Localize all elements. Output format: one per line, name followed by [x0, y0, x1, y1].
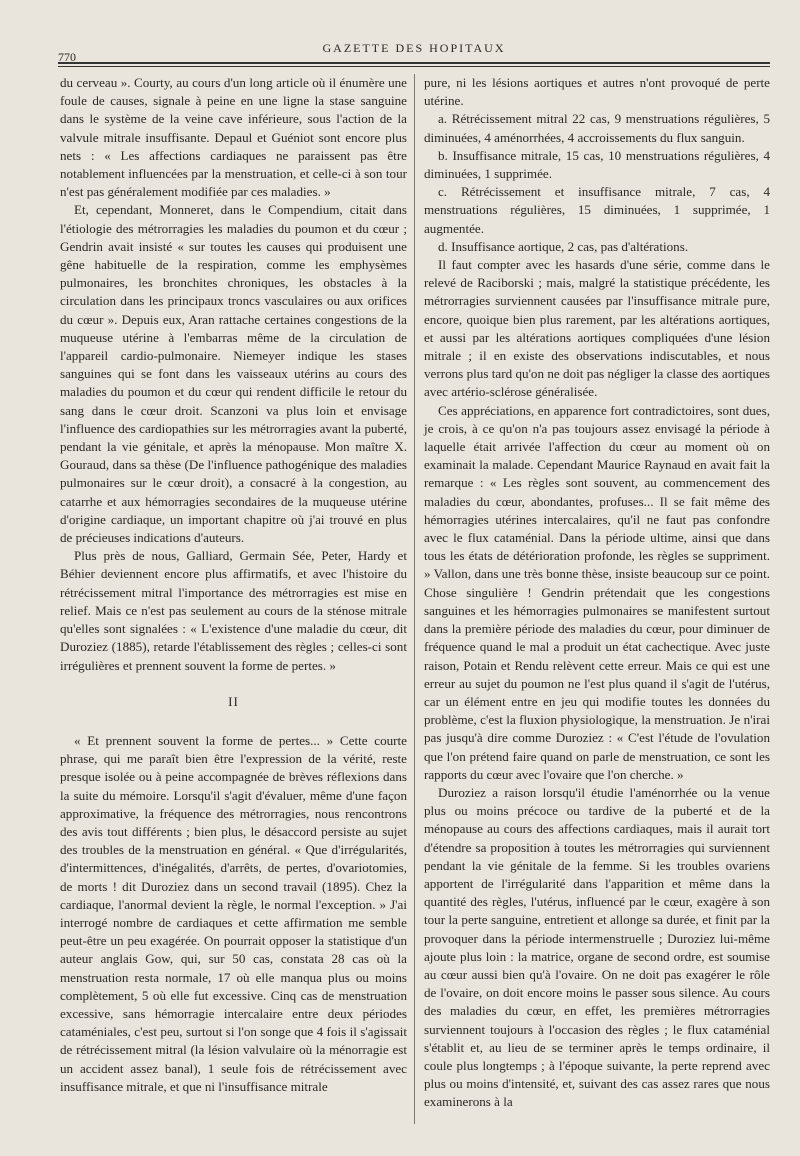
statistic-line: a. Rétrécissement mitral 22 cas, 9 menstruations régulières, 5 diminuées, 4 aménorrhées, 4 accroissements du flux sanguin.: [424, 111, 770, 145]
paragraph: pure, ni les lésions aortiques et autres n'ont provoqué de perte utérine.: [424, 75, 770, 109]
paragraph: Ces appréciations, en apparence fort contradictoires, sont dues, je crois, à ce qu'on n'a pas toujours assez envisagé la période à laquelle était arrivée l'affection du cœur au moment où on examinait la malade. Cependant Maurice Raynaud en avait fait la remarque : « Les règles sont souvent, au commencement des maladies du cœur, abondantes, profuses... Il se fait même des hémorragies utérines intercalaires, qu'il ne faut pas confondre avec le flux cataménial. Dans la période ultime, ainsi que dans tous les états de détérioration profonde, les règles se suppriment. » Vallon, dans une très bonne thèse, insiste beaucoup sur ce point. Chose singulière ! Gendrin prétendait que les congestions sanguines et les hémorragies pulmonaires se manifestent surtout dans la première période des maladies du cœur, pour diminuer de fréquence quand le mal a produit un état cachectique. Avec juste raison, Potain et Rendu relèvent cette erreur. Mais ce qui est une erreur au sujet du poumon ne l'est plus quand il s'agit de l'utérus, car un élément entre en jeu qui modifie toutes les données du problème, c'est la fluxion physiologique, la menstruation. Je n'irai pas jusqu'à dire comme Duroziez : « C'est l'étude de l'ovulation que l'on prétend faire quand on parle de menstruation, ce sont les rapports du cœur avec l'ovaire que l'on cherche. »: [424, 402, 770, 782]
paragraph: Duroziez a raison lorsqu'il étudie l'aménorrhée ou la venue plus ou moins précoce ou tardive de la puberté et de la ménopause au cours des affections cardiaques, mais il aurait tort d'étendre sa proposition à toutes les métrorragies qui surviennent pendant la vie génitale de la femme. Si les troubles ovariens apportent de l'irrégularité dans l'apparition et même dans la quantité des règles, l'utérus, influencé par le cœur, exagère à son tour la perte sanguine, entretient et allonge sa durée, et finit par la provoquer dans la période intermenstruelle ; Duroziez lui-même ajoute plus loin : la matrice, organe de second ordre, est soumise au cœur aussi bien qu'à l'ovaire. On ne doit pas exagérer le rôle de l'ovaire, on doit encore moins le passer sous silence. Au cours des maladies du cœur, en effet, les premières métrorragies surviennent toujours à l'occasion des règles ; le flux cataménial s'établit et, au lieu de se terminer après le temps ordinaire, il coule plus longtemps ; à l'époque suivante, la perte reprend avec plus ou moins d'intensité, et, suivant des cas assez rares que nous examinerons à la: [424, 784, 770, 1110]
page-header: [58, 38, 770, 64]
paragraph: « Et prennent souvent la forme de pertes... » Cette courte phrase, qui me paraît bien être l'expression de la vérité, reste presque isolée ou à peine accompagnée de brèves réflexions dans la suite du mémoire. Lorsqu'il s'agit d'évaluer, même d'une façon approximative, la fréquence des métrorragies, nous rencontrons des avis tout différents ; bien plus, le désaccord persiste au sujet des troubles de la menstruation en général. « Que d'irrégularités, d'intermittences, d'inégalités, d'arrêts, de pertes, d'ovariotomies, de morts ! dit Duroziez dans un second travail (1895). Chez la cardiaque, l'anormal devient la règle, le normal l'exception. » J'ai interrogé nombre de cardiaques et cette affirmation me semble peut-être un peu exagérée. On pourrait opposer la statistique d'un auteur anglais Gow, qui, sur 50 cas, constata 28 cas où la menstruation resta normale, 17 où elle manqua plus ou moins complètement, 5 où elle fut excessive. Cinq cas de menstruation excessive, sans hémorragie intercalaire entre deux périodes cataméniales, c'est peu, surtout si l'on songe que 4 fois il s'agissait de rétrécissement mitral (la lésion valvulaire où la ménorragie est un accident assez banal), 1 seule fois de rétrécissement avec insuffisance mitrale, et que ni l'insuffisance mitrale: [60, 732, 407, 1094]
statistic-line: b. Insuffisance mitrale, 15 cas, 10 menstruations régulières, 4 diminuées, 1 supprimée.: [424, 147, 770, 182]
paragraph: Plus près de nous, Galliard, Germain Sée, Peter, Hardy et Béhier deviennent encore plus affirmatifs, et avec l'histoire du rétrécissement mitral l'importance des métrorragies est mise en relief. Mais ce n'est pas seulement au cours de la sténose mitrale qu'elles sont signalées : « L'existence d'une maladie du cœur, dit Duroziez (1885), retarde l'établissement des règles ; celles-ci sont irrégulières et prennent souvent la forme de pertes. »: [60, 548, 407, 673]
paragraph: Et, cependant, Monneret, dans le Compendium, citait dans l'étiologie des métrorragies les maladies du poumon et du cœur ; Gendrin avait insisté « sur toutes les causes qui produisent une gêne habituelle de la respiration, comme les emphysèmes pulmonaires, les bronchites chroniques, les obstacles à la circulation dans les principaux troncs vasculaires ou aux orifices du cœur ». Depuis eux, Aran rattache certaines congestions de la muqueuse utérine à l'embarras même de la circulation de l'appareil cardio-pulmonaire. Niemeyer indique les stases sanguines qui se font dans les vaisseaux utérins au cours des maladies du poumon et du cœur qui rendent difficile le retour du sang dans le cœur droit. Scanzoni va plus loin et envisage l'influence des cardiopathies sur les métrorragies avant la puberté, pendant la vie génitale, et après la ménopause. Mon maître X. Gouraud, dans sa thèse (De l'influence pathogénique des maladies pulmonaires sur le cœur droit), a consacré à la congestion, au catarrhe et aux hémorragies secondaires de la muqueuse utérine d'origine cardiaque, un important chapitre où j'ai trouvé en plus de précieuses indications d'auteurs.: [60, 202, 407, 546]
left-column: [60, 74, 407, 1096]
right-column: [424, 74, 770, 1112]
section-heading: II: [228, 693, 239, 709]
statistic-line: d. Insuffisance aortique, 2 cas, pas d'altérations.: [438, 238, 689, 254]
page-number: 770: [58, 50, 76, 64]
statistic-line: c. Rétrécissement et insuffisance mitrale, 7 cas, 4 menstruations régulières, 15 diminuées, 1 supprimée, 1 augmentée.: [424, 184, 770, 236]
paragraph: Il faut compter avec les hasards d'une série, comme dans le relevé de Raciborski ; mais, malgré la statistique précédente, les métrorragies surviennent causées par l'insuffisance mitrale pure, encore, quoique bien plus rarement, par les altérations aortiques, et aussi par les altérations aortiques compliquées d'une lésion mitrale ; il en existe des observations indiscutables, et nous verrons plus tard qu'on ne doit pas négliger la classe des aortiques avec artério-sclérose généralisée.: [424, 257, 770, 400]
header-rule: [58, 62, 770, 67]
running-title: GAZETTE DES HOPITAUX: [322, 41, 506, 55]
paragraph: du cerveau ». Courty, au cours d'un long article où il énumère une foule de causes, signale à peine en une ligne la stase sanguine dans le système de la veine cave inférieure, sous l'action de la valvule mitrale insuffisante. Depaul et Guéniot sont encore plus nets : « Les affections cardiaques ne paraissent pas être notablement influencées par la menstruation, et celle-ci à son tour n'est pas généralement modifiée par ces maladies. »: [60, 75, 407, 200]
column-divider: [414, 74, 415, 1124]
